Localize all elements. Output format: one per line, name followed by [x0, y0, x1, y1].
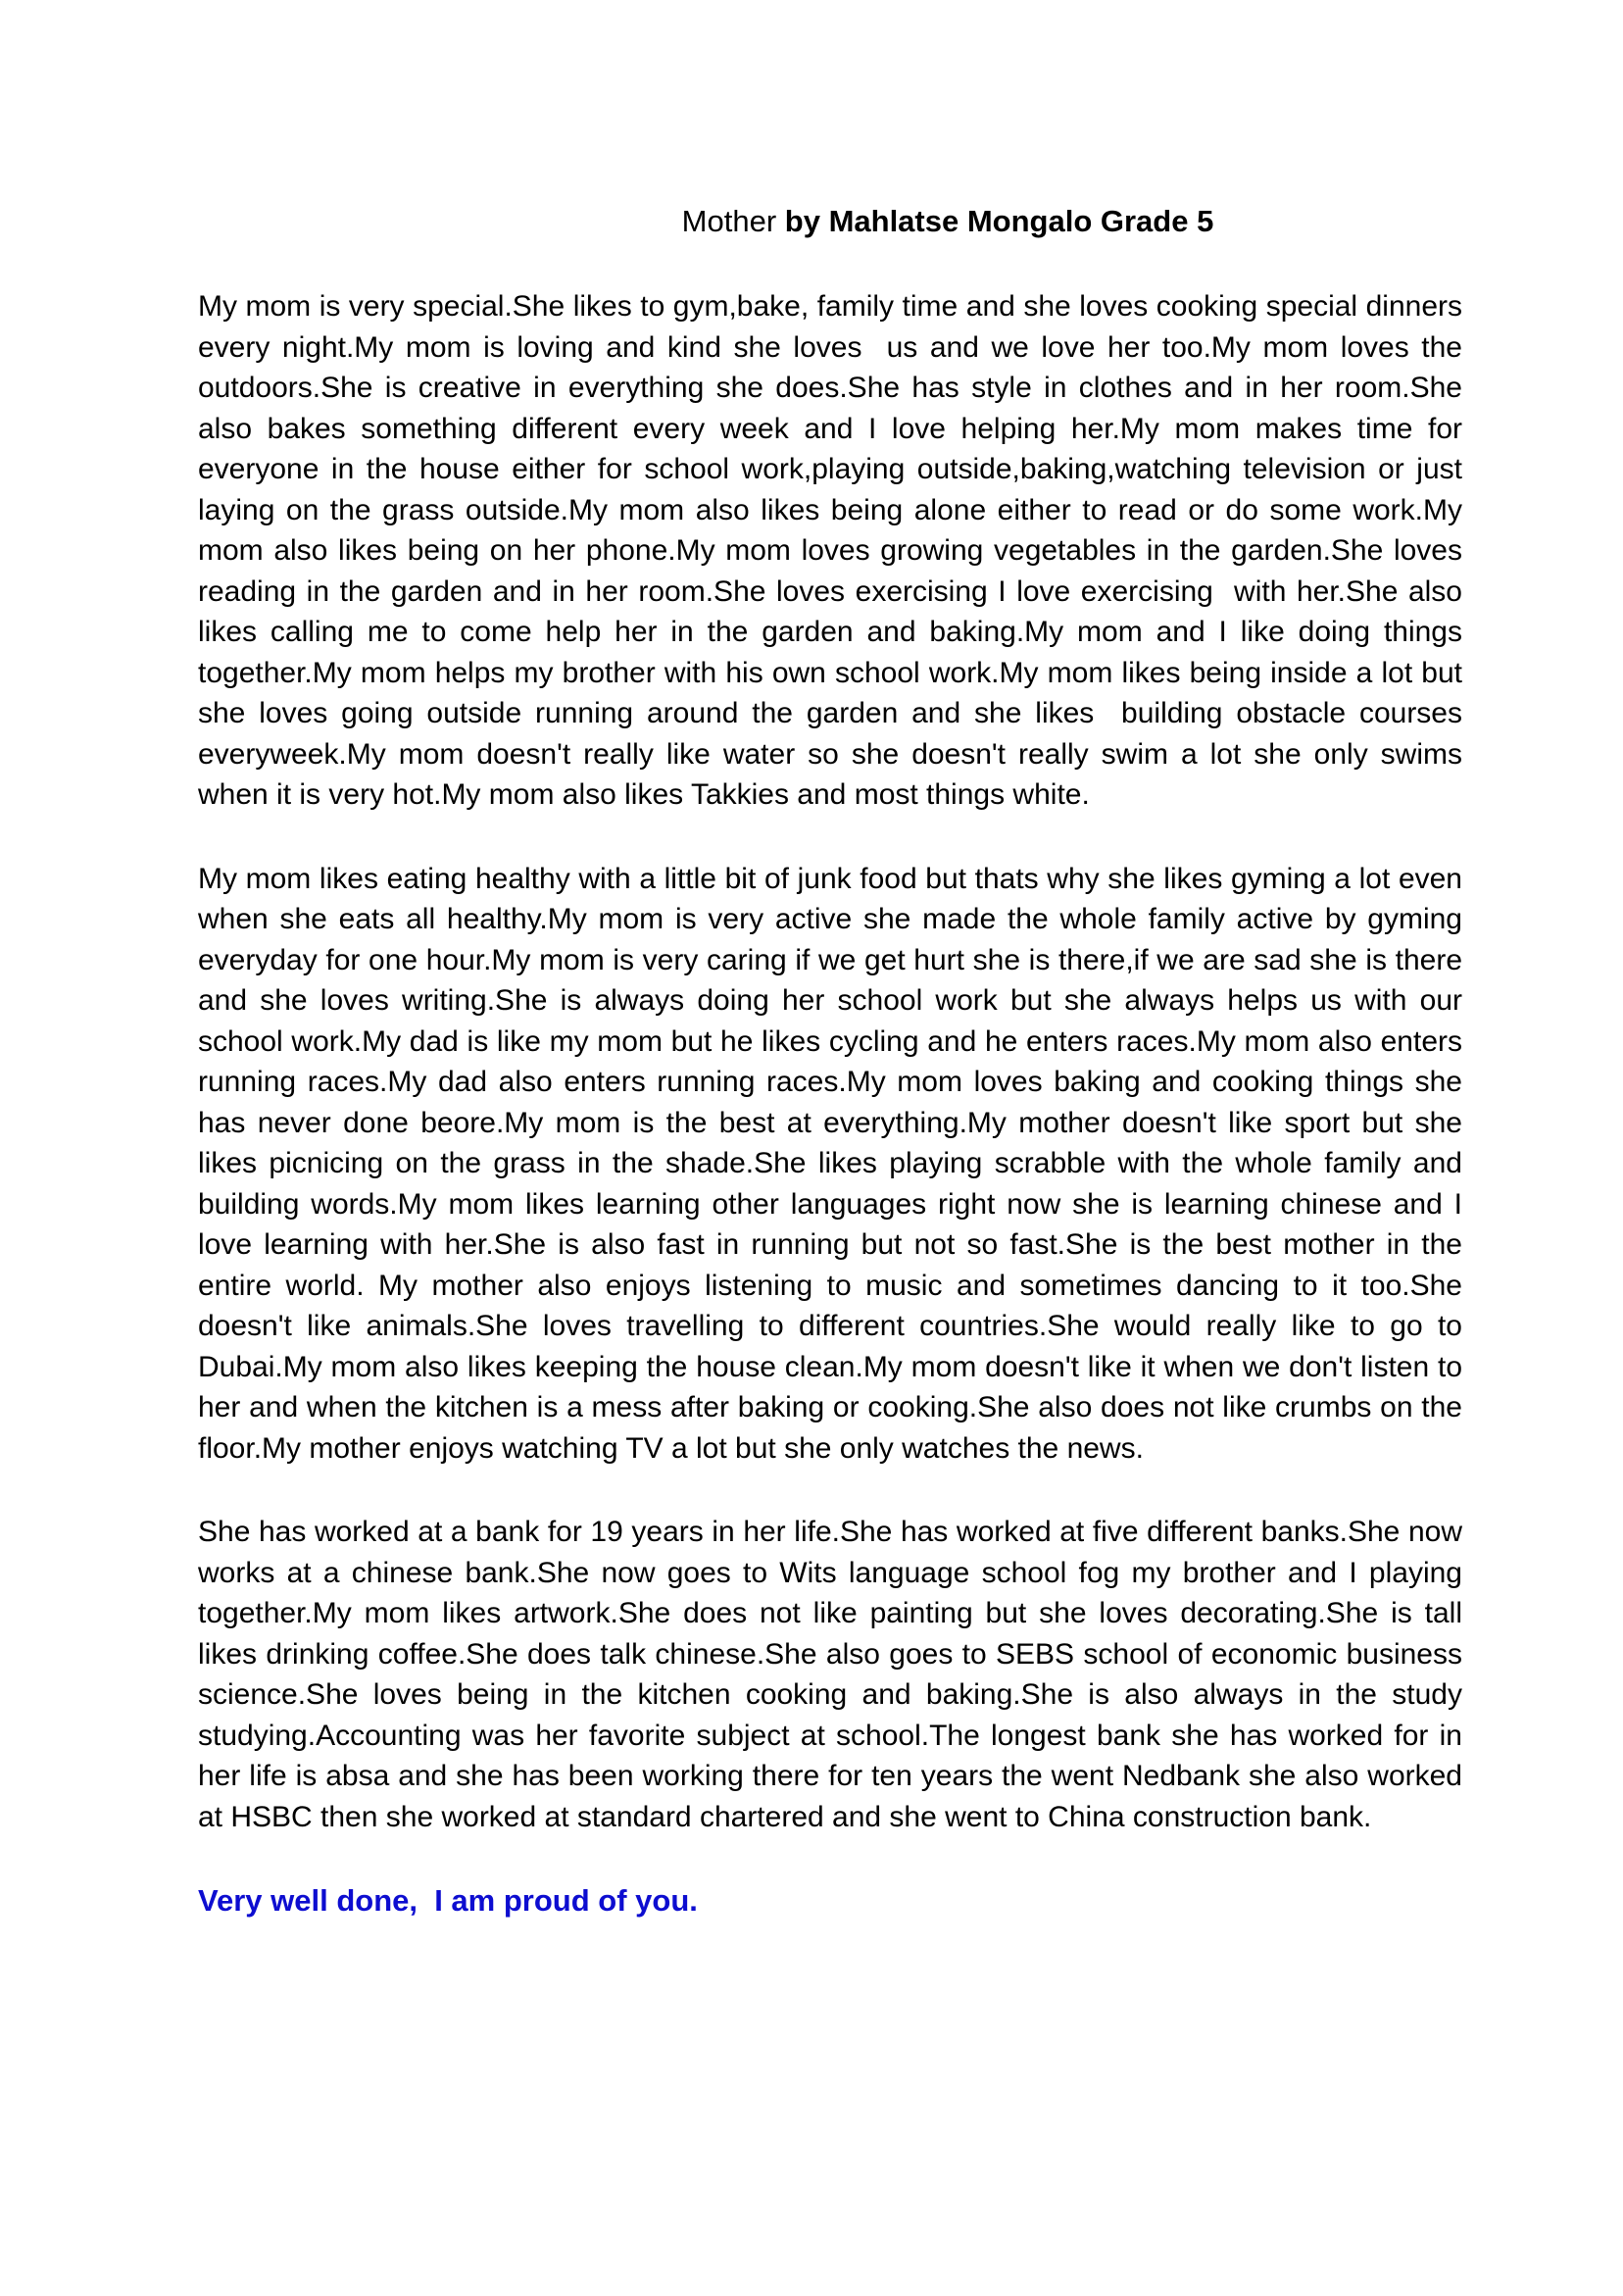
essay-content	[198, 201, 1479, 1922]
essay-paragraph-1: My mom is very special.She likes to gym,bake, family time and she loves cooking special dinners every night.My mom is loving and kind she loves us and we love her too.My mom loves the outdoors.She is creative in everything she does.She has style in clothes and in her room.She also bakes something different every week and I love helping her.My mom makes time for everyone in the house either for school work,playing outside,baking,watching television or just laying on the grass outside.My mom also likes being alone either to read or do some work.My mom also likes being on her phone.My mom loves growing vegetables in the garden.She loves reading in the garden and in her room.She loves exercising I love exercising with her.She also likes calling me to come help her in the garden and baking.My mom and I like doing things together.My mom helps my brother with his own school work.My mom likes being inside a lot but she loves going outside running around the garden and she likes building obstacle courses everyweek.My mom doesn't really like water so she doesn't really swim a lot she only swims when it is very hot.My mom also likes Takkies and most things white.	[198, 290, 1471, 811]
essay-title-author: by Mahlatse Mongalo Grade 5	[784, 204, 1214, 238]
essay-title-text: Mother	[681, 204, 785, 238]
teacher-comment: Very well done, I am proud of you.	[198, 1883, 698, 1918]
essay-paragraph-2: My mom likes eating healthy with a little bit of junk food but thats why she likes gyming a lot even when she eats all healthy.My mom is very active she made the whole family active by gyming everyday for one hour.My mom is very caring if we get hurt she is there,if we are sad she is there and she loves writing.She is always doing her school work but she always helps us with our school work.My dad is like my mom but he likes cycling and he enters races.My mom also enters running races.My dad also enters running races.My mom loves baking and cooking things she has never done beore.My mom is the best at everything.My mother doesn't like sport but she likes picnicing on the grass in the shade.She likes playing scrabble with the whole family and building words.My mom likes learning other languages right now she is learning chinese and I love learning with her.She is also fast in running but not so fast.She is the best mother in the entire world. My mother also enjoys listening to music and sometimes dancing to it too.She doesn't like animals.She loves travelling to different countries.She would really like to go to Dubai.My mom also likes keeping the house clean.My mom doesn't like it when we don't listen to her and when the kitchen is a mess after baking or cooking.She also does not like crumbs on the floor.My mother enjoys watching TV a lot but she only watches the news.	[198, 862, 1479, 1465]
essay-title	[198, 201, 1462, 241]
essay-paragraph-3: She has worked at a bank for 19 years in her life.She has worked at five different banks.She now works at a chinese bank.She now goes to Wits language school fog my brother and I playing together.My mom likes artwork.She does not like painting but she loves decorating.She is tall likes drinking coffee.She does talk chinese.She also goes to SEBS school of economic business science.She loves being in the kitchen cooking and baking.She is also always in the study studying.Accounting was her favorite subject at school.The longest bank she has worked for in her life is absa and she has been working there for ten years the went Nedbank she also worked at HSBC then she worked at standard chartered and she went to China construction bank.	[198, 1516, 1471, 1833]
